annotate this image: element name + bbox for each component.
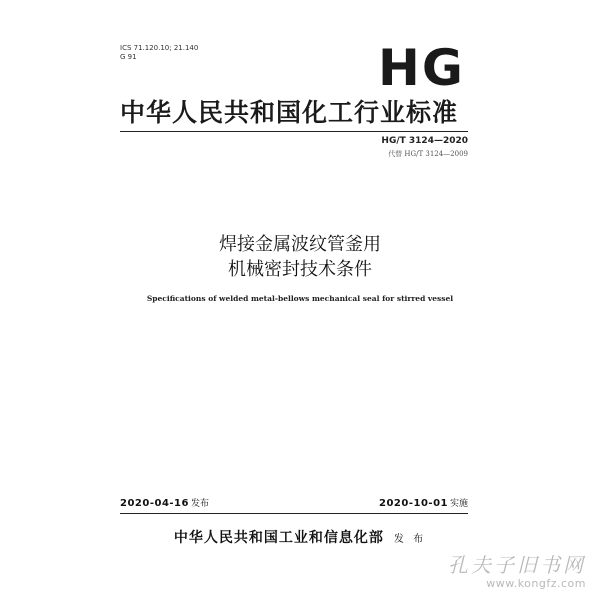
watermark-name: 孔夫子旧书网 [448, 553, 586, 577]
standard-number: HG/T 3124—2020 [381, 136, 468, 146]
chinese-title-line-2: 机械密封技术条件 [228, 259, 372, 280]
issuing-authority: 中华人民共和国工业和信息化部 [173, 530, 384, 546]
ccs-code: G 91 [120, 53, 137, 61]
chinese-title-line-1: 焊接金属波纹管釜用 [219, 234, 381, 255]
english-title: Specifications of welded metal-bellows mechanical seal for stirred vessel [146, 294, 454, 303]
classification-codes [120, 44, 198, 62]
implement-date-block [379, 496, 468, 509]
chinese-title [0, 232, 600, 282]
watermark [448, 553, 586, 590]
implement-label: 实施 [449, 499, 468, 509]
bottom-divider [120, 513, 468, 514]
issuer-line [0, 527, 600, 547]
standard-type-title: 中华人民共和国化工行业标准 [120, 98, 459, 127]
hg-logo: HG [378, 39, 465, 97]
issue-date: 2020-04-16 [120, 498, 189, 509]
issue-label: 发布 [190, 499, 209, 509]
top-divider [120, 131, 468, 132]
replaces-standard: 代替 HG/T 3124—2009 [388, 150, 468, 158]
issue-word: 发 布 [393, 534, 427, 545]
implement-date: 2020-10-01 [379, 498, 448, 509]
issue-date-block [120, 496, 209, 509]
ics-code: ICS 71.120.10; 21.140 [120, 44, 199, 52]
watermark-url: www.kongfz.com [486, 577, 586, 590]
